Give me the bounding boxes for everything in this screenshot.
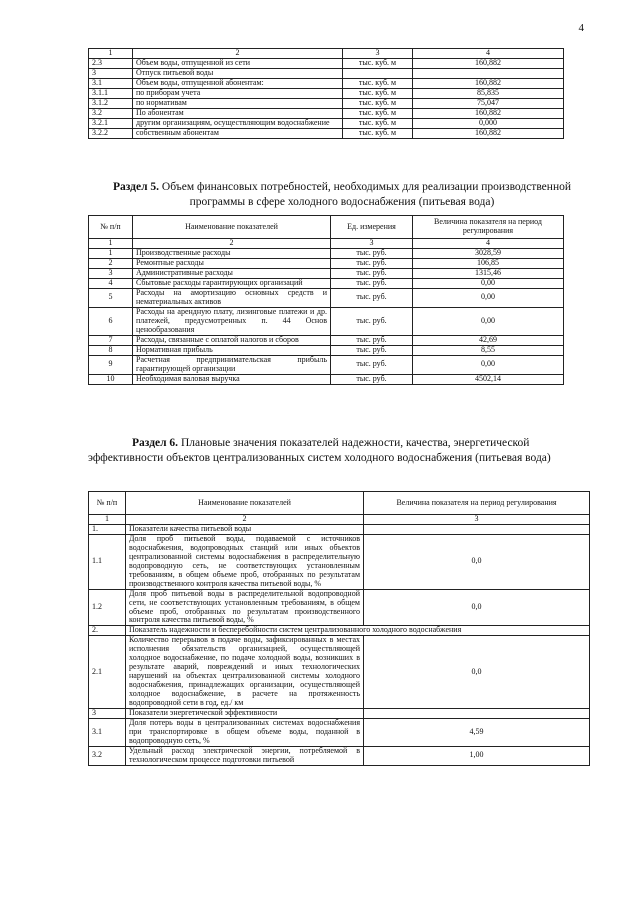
financial-needs-table — [88, 215, 564, 385]
table-row — [89, 534, 590, 589]
value-cell: 0,0 — [364, 636, 590, 709]
value-cell: 4,59 — [364, 718, 590, 746]
row-number-cell: 9 — [89, 355, 133, 374]
value-cell: 42,69 — [413, 335, 564, 345]
row-number-cell: 3.1 — [89, 718, 126, 746]
table-header-row — [89, 49, 564, 59]
row-number-cell: 3.2 — [89, 746, 126, 765]
column-number-cell: 1 — [89, 49, 133, 59]
group-row — [89, 626, 590, 636]
row-number-cell: 3 — [89, 69, 133, 79]
unit-cell: тыс. руб. — [331, 259, 413, 269]
indicator-name-cell: Производственные расходы — [133, 249, 331, 259]
value-cell: 0,00 — [413, 289, 564, 308]
table-row — [89, 99, 564, 109]
group-row — [89, 709, 590, 719]
value-cell: 160,882 — [413, 59, 564, 69]
section-6-heading — [88, 436, 588, 465]
table-row — [89, 589, 590, 626]
column-number-cell: 1 — [89, 515, 126, 525]
indicator-name-cell: Административные расходы — [133, 269, 331, 279]
table-row — [89, 109, 564, 119]
indicator-name-cell: Доля проб питьевой воды, подаваемой с источников водоснабжения, водопроводных станций или иных объектов централизованной системы водоснабжения в распределительную водопроводную сеть, не соответствующих установленным требованиям, в общем объеме проб, отобранных по результатам производственного контроля качества питьевой воды, % — [126, 534, 364, 589]
unit-cell: тыс. руб. — [331, 307, 413, 335]
unit-cell: тыс. куб. м — [343, 99, 413, 109]
table-row — [89, 746, 590, 765]
table-header-row — [89, 216, 564, 239]
column-number-cell: 2 — [126, 515, 364, 525]
indicator-name-cell: по нормативам — [133, 99, 343, 109]
column-header-cell: Наименование показателей — [126, 492, 364, 515]
indicator-name-cell: Расчетная предпринимательская прибыль гарантирующей организации — [133, 355, 331, 374]
value-cell: 160,882 — [413, 79, 564, 89]
group-row — [89, 524, 590, 534]
indicator-name-cell: Показатели энергетической эффективности — [126, 709, 364, 719]
column-number-cell: 3 — [364, 515, 590, 525]
water-supply-table — [88, 48, 564, 139]
row-number-cell: 1 — [89, 249, 133, 259]
row-number-cell: 3.2.2 — [89, 129, 133, 139]
column-header-cell: № п/п — [89, 492, 126, 515]
row-number-cell: 3.2 — [89, 109, 133, 119]
row-number-cell: 3 — [89, 269, 133, 279]
value-cell: 1,00 — [364, 746, 590, 765]
table-row — [89, 636, 590, 709]
table-row — [89, 374, 564, 384]
row-number-cell: 3.1.1 — [89, 89, 133, 99]
column-number-cell: 3 — [331, 239, 413, 249]
row-number-cell: 8 — [89, 345, 133, 355]
column-header-cell: № п/п — [89, 216, 133, 239]
table-row — [89, 335, 564, 345]
table-row — [89, 269, 564, 279]
row-number-cell: 2 — [89, 259, 133, 269]
column-header-cell: Наименование показателей — [133, 216, 331, 239]
unit-cell: тыс. руб. — [331, 355, 413, 374]
section-5-heading — [112, 180, 572, 209]
row-number-cell: 3.2.1 — [89, 119, 133, 129]
indicator-name-cell: Нормативная прибыль — [133, 345, 331, 355]
value-cell: 75,047 — [413, 99, 564, 109]
value-cell: 0,00 — [413, 307, 564, 335]
indicator-name-cell: Расходы на арендную плату, лизинговые платежи и др. платежей, предусмотренных п. 44 Основ ценообразования — [133, 307, 331, 335]
section-5-label: Раздел 5. — [112, 181, 160, 193]
table-row — [89, 119, 564, 129]
table-row — [89, 279, 564, 289]
value-cell: 160,882 — [413, 109, 564, 119]
row-number-cell: 3 — [89, 709, 126, 719]
unit-cell: тыс. куб. м — [343, 109, 413, 119]
table-row — [89, 259, 564, 269]
unit-cell: тыс. руб. — [331, 335, 413, 345]
value-cell: 4502,14 — [413, 374, 564, 384]
value-cell — [364, 524, 590, 534]
page-number: 4 — [578, 22, 584, 34]
column-number-cell: 2 — [133, 239, 331, 249]
indicator-name-cell: Доля потерь воды в централизованных системах водоснабжения при транспортировке в общем объеме воды, поданной в водопроводную сеть, % — [126, 718, 364, 746]
value-cell: 85,835 — [413, 89, 564, 99]
indicator-name-cell: по приборам учета — [133, 89, 343, 99]
row-number-cell: 5 — [89, 289, 133, 308]
value-cell: 106,85 — [413, 259, 564, 269]
table-header-row — [89, 492, 590, 515]
indicator-name-cell: собственным абонентам — [133, 129, 343, 139]
row-number-cell: 3.1 — [89, 79, 133, 89]
column-header-cell: Величина показателя на период регулирования — [364, 492, 590, 515]
indicator-name-cell: Доля проб питьевой воды в распределительной водопроводной сети, не соответствующих установленным требованиям, в общем объеме проб, отобранных по результатам производственного контроля качества питьевой воды, % — [126, 589, 364, 626]
column-number-cell: 3 — [343, 49, 413, 59]
value-cell: 0,00 — [413, 355, 564, 374]
unit-cell: тыс. куб. м — [343, 119, 413, 129]
indicator-name-cell: По абонентам — [133, 109, 343, 119]
value-cell: 0,00 — [413, 279, 564, 289]
indicator-name-cell: Сбытовые расходы гарантирующих организаций — [133, 279, 331, 289]
row-number-cell: 7 — [89, 335, 133, 345]
table-row — [89, 289, 564, 308]
table-row — [89, 89, 564, 99]
unit-cell: тыс. руб. — [331, 269, 413, 279]
indicator-name-cell: другим организациям, осуществляющим водоснабжение — [133, 119, 343, 129]
value-cell: 8,55 — [413, 345, 564, 355]
indicator-name-cell: Показатель надежности и бесперебойности систем централизованного холодного водоснабжения — [126, 626, 590, 636]
indicator-name-cell: Расходы на амортизацию основных средств и нематериальных активов — [133, 289, 331, 308]
indicator-name-cell: Объем воды, отпущенной из сети — [133, 59, 343, 69]
unit-cell: тыс. куб. м — [343, 79, 413, 89]
row-number-cell: 2.3 — [89, 59, 133, 69]
column-number-cell: 2 — [133, 49, 343, 59]
value-cell: 0,000 — [413, 119, 564, 129]
column-number-cell: 4 — [413, 239, 564, 249]
unit-cell: тыс. руб. — [331, 249, 413, 259]
table-row — [89, 355, 564, 374]
unit-cell: тыс. руб. — [331, 279, 413, 289]
row-number-cell: 1.1 — [89, 534, 126, 589]
unit-cell: тыс. руб. — [331, 289, 413, 308]
row-number-cell: 2. — [89, 626, 126, 636]
unit-cell: тыс. куб. м — [343, 129, 413, 139]
indicator-name-cell: Показатели качества питьевой воды — [126, 524, 364, 534]
column-number-cell: 4 — [413, 49, 564, 59]
row-number-cell: 6 — [89, 307, 133, 335]
indicator-name-cell: Удельный расход электрической энергии, потребляемой в технологическом процессе подготовки питьевой — [126, 746, 364, 765]
indicator-name-cell: Отпуск питьевой воды — [133, 69, 343, 79]
table-row — [89, 307, 564, 335]
row-number-cell: 3.1.2 — [89, 99, 133, 109]
column-number-row — [89, 239, 564, 249]
table-row — [89, 69, 564, 79]
column-header-cell: Ед. измерения — [331, 216, 413, 239]
value-cell — [413, 69, 564, 79]
reliability-indicators-table — [88, 491, 590, 766]
indicator-name-cell: Количество перерывов в подаче воды, зафиксированных в местах исполнения обязательств организацией, осуществляющей холодное водоснабжение, по подаче холодной воды, возникших в результате аварий, повреждений и иных технологических нарушений на объектах централизованной системы холодного водоснабжения, принадлежащих организации, осуществляющей холодное водоснабжение, в расчете на протяженность водопроводной сети в год, ед./ км — [126, 636, 364, 709]
row-number-cell: 4 — [89, 279, 133, 289]
value-cell: 1315,46 — [413, 269, 564, 279]
table-row — [89, 345, 564, 355]
column-header-cell: Величина показателя на период регулирования — [413, 216, 564, 239]
row-number-cell: 1.2 — [89, 589, 126, 626]
value-cell: 0,0 — [364, 534, 590, 589]
unit-cell: тыс. руб. — [331, 345, 413, 355]
indicator-name-cell: Объем воды, отпущенной абонентам: — [133, 79, 343, 89]
unit-cell: тыс. куб. м — [343, 89, 413, 99]
unit-cell: тыс. руб. — [331, 374, 413, 384]
row-number-cell: 1. — [89, 524, 126, 534]
table-row — [89, 249, 564, 259]
unit-cell: тыс. куб. м — [343, 59, 413, 69]
column-number-row — [89, 515, 590, 525]
value-cell: 160,882 — [413, 129, 564, 139]
row-number-cell: 2.1 — [89, 636, 126, 709]
table-row — [89, 79, 564, 89]
column-number-cell: 1 — [89, 239, 133, 249]
value-cell: 3028,59 — [413, 249, 564, 259]
table-row — [89, 59, 564, 69]
section-6-title: Плановые значения показателей надежности, качества, энергетической эффективности объектов централизованных систем холодного водоснабжения (питьевая вода) — [88, 437, 551, 464]
section-6-label: Раздел 6. — [132, 437, 179, 449]
indicator-name-cell: Необходимая валовая выручка — [133, 374, 331, 384]
section-5-title: Объем финансовых потребностей, необходимых для реализации производственной программы в сфере холодного водоснабжения (питьевая вода) — [161, 181, 572, 208]
table-row — [89, 129, 564, 139]
table-row — [89, 718, 590, 746]
value-cell: 0,0 — [364, 589, 590, 626]
row-number-cell: 10 — [89, 374, 133, 384]
value-cell — [364, 709, 590, 719]
indicator-name-cell: Расходы, связанные с оплатой налогов и сборов — [133, 335, 331, 345]
unit-cell — [343, 69, 413, 79]
indicator-name-cell: Ремонтные расходы — [133, 259, 331, 269]
